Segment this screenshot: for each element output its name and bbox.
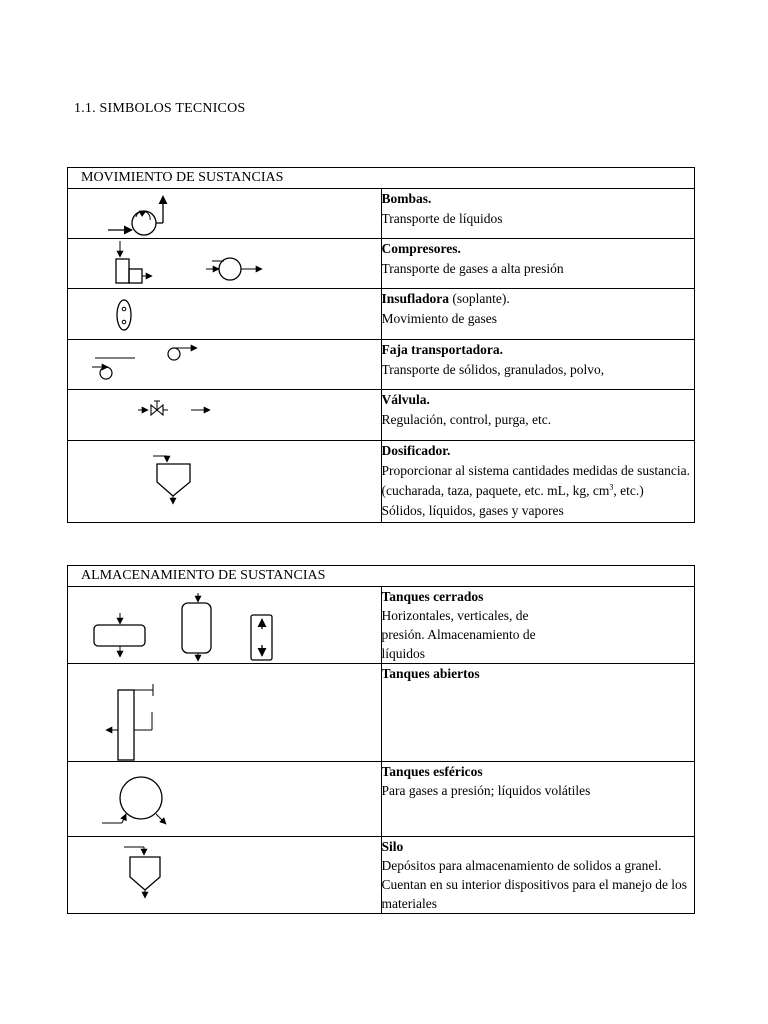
valve-symbol-cell [68, 390, 382, 441]
row-desc-extra: Cuentan en su interior dispositivos para el manejo de los materiales [381, 877, 688, 911]
conveyor-icon [68, 340, 302, 390]
movimiento-header: MOVIMIENTO DE SUSTANCIAS [68, 168, 695, 189]
almacenamiento-header: ALMACENAMIENTO DE SUSTANCIAS [68, 566, 695, 587]
table-row [68, 441, 695, 523]
almacenamiento-table [67, 565, 695, 914]
blower-symbol-cell [68, 289, 382, 340]
compressor-symbol-cell [68, 239, 382, 289]
row-title: Tanques esféricos [381, 764, 483, 779]
row-title: Faja transportadora. [381, 342, 503, 357]
row-desc-units: (cucharada, taza, paquete, etc. mL, kg, cm [381, 483, 610, 498]
row-desc: Regulación, control, purga, etc. [381, 412, 552, 427]
table-row [68, 837, 695, 914]
row-desc: Depósitos para almacenamiento de solidos a granel. [381, 858, 662, 873]
table-row [68, 189, 695, 239]
silo-icon [68, 837, 302, 912]
row-desc: Proporcionar al sistema cantidades medidas de sustancia. [381, 463, 691, 478]
open-tank-symbol-cell [68, 664, 382, 762]
table-row [68, 390, 695, 441]
closed-tanks-icon [68, 587, 302, 662]
doser-icon [68, 441, 302, 523]
pump-symbol-cell [68, 189, 382, 239]
spherical-tank-symbol-cell [68, 762, 382, 837]
table-row [68, 239, 695, 289]
row-title: Silo [381, 839, 404, 854]
row-desc: Horizontales, verticales, de presión. Almacenamiento de líquidos [381, 608, 536, 661]
compressor-icon [68, 239, 302, 289]
row-title: Insufladora [381, 291, 450, 306]
table-row [68, 289, 695, 340]
table-row [68, 762, 695, 837]
row-title: Tanques cerrados [381, 589, 484, 604]
doser-symbol-cell [68, 441, 382, 523]
table-row [68, 340, 695, 390]
silo-symbol-cell [68, 837, 382, 914]
table-row [68, 587, 695, 664]
page-heading: 1.1. SIMBOLOS TECNICOS [74, 101, 246, 116]
superscript: 3 [609, 482, 614, 492]
table-row [68, 664, 695, 762]
row-desc: Transporte de sólidos, granulados, polvo, [381, 362, 605, 377]
conveyor-symbol-cell [68, 340, 382, 390]
row-desc: Para gases a presión; líquidos volátiles [381, 783, 591, 798]
open-tank-icon [68, 664, 302, 762]
row-title: Tanques abiertos [381, 666, 480, 681]
row-desc-units-end: , etc.) [613, 483, 644, 498]
row-title: Dosificador. [381, 443, 451, 458]
valve-icon [68, 390, 302, 441]
row-title-suffix: (soplante). [449, 291, 510, 306]
pump-icon [68, 189, 302, 239]
row-desc: Transporte de gases a alta presión [381, 261, 564, 276]
movimiento-table [67, 167, 695, 523]
row-title: Válvula. [381, 392, 430, 407]
closed-tanks-symbol-cell [68, 587, 382, 664]
row-desc-states: Sólidos, líquidos, gases y vapores [381, 503, 564, 518]
blower-icon [68, 289, 302, 340]
row-desc: Movimiento de gases [381, 311, 497, 326]
row-title: Bombas. [381, 191, 432, 206]
spherical-tank-icon [68, 762, 302, 837]
row-title: Compresores. [381, 241, 461, 256]
row-desc: Transporte de líquidos [381, 211, 503, 226]
